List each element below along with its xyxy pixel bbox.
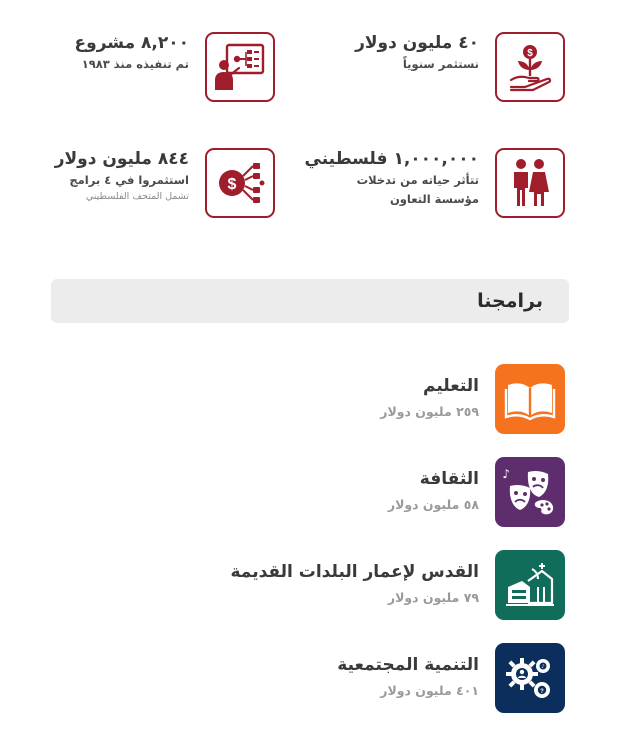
program-title: التعليم [423,376,479,396]
dollar-network-icon [205,148,275,218]
programs-section-header [51,279,569,323]
stat-value: ١,٠٠٠,٠٠٠ فلسطيني [304,149,479,169]
theater-masks-palette-icon [495,457,565,527]
program-budget: ٤٠١ مليون دولار [380,683,479,698]
stat-description: نستثمر سنوياً [402,57,479,71]
svg-text:$: $ [527,48,533,59]
svg-text:♪: ♪ [502,467,510,481]
stat-annual-investment [355,32,565,102]
stat-projects [75,32,275,102]
stat-beneficiaries [305,148,566,218]
program-item-jerusalem[interactable] [231,550,566,620]
stat-value: ٨٤٤ مليون دولار [54,149,189,169]
program-title: التنمية المجتمعية [337,655,479,675]
program-title: الثقافة [419,469,479,489]
stat-description: استثمروا في ٤ برامج [69,173,189,187]
program-budget: ٥٨ مليون دولار [387,497,479,512]
old-city-buildings-icon [495,550,565,620]
stat-total-investment [55,148,275,218]
people-couple-icon [495,148,565,218]
section-title: برامجنا [477,290,543,312]
svg-text:$: $ [227,176,237,193]
gears-people-icon [495,643,565,713]
open-book-icon [495,364,565,434]
svg-text:♪: ♪ [541,664,545,670]
stat-value: ٨,٢٠٠ مشروع [74,33,189,53]
program-item-education[interactable] [380,364,565,434]
stat-value: ٤٠ مليون دولار [355,33,479,53]
svg-text:?: ? [540,689,544,695]
stat-description: تتأثر حياته من تدخلات [356,173,479,187]
program-item-culture[interactable] [388,457,565,527]
stat-description: تم تنفيذه منذ ١٩٨٣ [81,57,189,71]
program-item-community-development[interactable] [337,643,565,713]
stat-description-line-2: مؤسسة التعاون [389,192,479,206]
program-title: القدس لإعمار البلدات القديمة [230,562,479,582]
money-plant-icon [495,32,565,102]
presentation-board-icon [205,32,275,102]
program-budget: ٢٥٩ مليون دولار [380,404,479,419]
stat-note: تشمل المتحف الفلسطيني [85,191,189,202]
program-budget: ٧٩ مليون دولار [387,590,479,605]
